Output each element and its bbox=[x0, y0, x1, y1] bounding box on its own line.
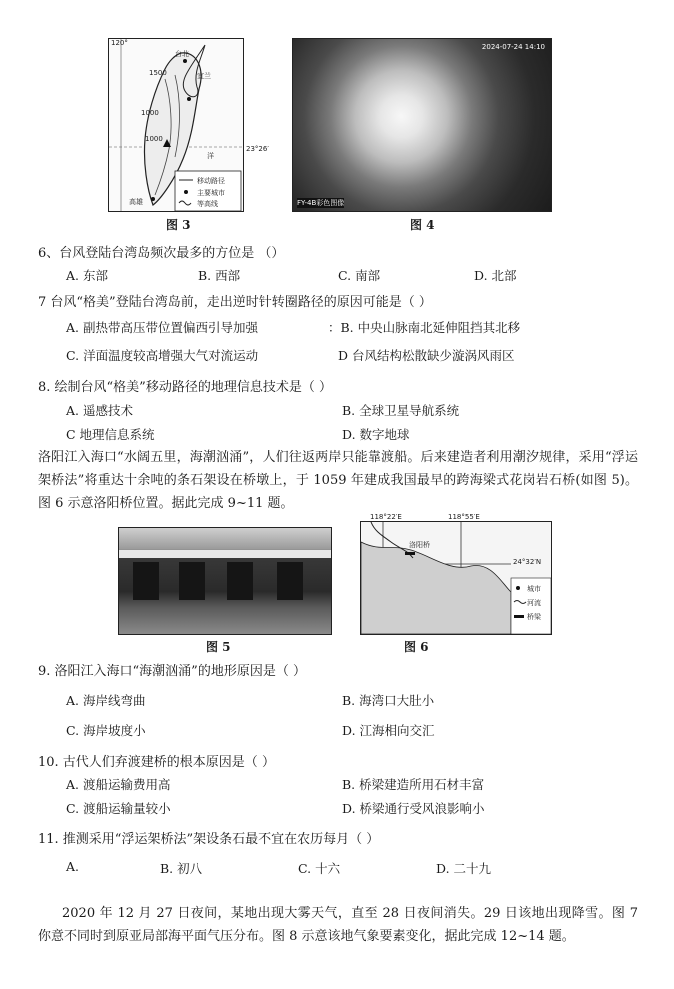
figure-6-location-map bbox=[360, 521, 552, 635]
q9-option-c: C. 海岸坡度小 bbox=[66, 723, 146, 738]
q11-option-d: D. 二十九 bbox=[436, 861, 492, 876]
fig4-source-label: FY-4B彩色图像 bbox=[297, 199, 345, 207]
q7-option-b: ：B. 中央山脉南北延伸阻挡其北移 bbox=[328, 320, 521, 335]
fig6-longitude-2: 118°55′E bbox=[448, 513, 480, 521]
question-10-stem: 10. 古代人们弃渡建桥的根本原因是（ ） bbox=[38, 755, 275, 770]
fig6-longitude-1: 118°22′E bbox=[370, 513, 402, 521]
fig6-bridge-label: 洛阳桥 bbox=[409, 541, 430, 549]
fig3-elevation-2: 1000 bbox=[141, 109, 159, 117]
fig3-legend-city: 主要城市 bbox=[197, 189, 225, 197]
q9-option-d: D. 江海相向交汇 bbox=[342, 723, 435, 738]
q6-option-c: C. 南部 bbox=[338, 268, 381, 283]
fig3-city-south: 高雄 bbox=[129, 198, 143, 206]
q11-option-a: A. bbox=[66, 859, 80, 874]
bridge-photo-drawing bbox=[119, 528, 331, 634]
fig6-legend-river: 河流 bbox=[527, 599, 541, 607]
q11-option-c: C. 十六 bbox=[298, 861, 341, 876]
q6-option-d: D. 北部 bbox=[474, 268, 517, 283]
fig3-latitude-label: 23°26′ bbox=[246, 145, 269, 153]
q10-option-a: A. 渡船运输费用高 bbox=[66, 777, 171, 792]
fig3-elevation-3: 1000 bbox=[145, 135, 163, 143]
fig3-city-ilan: 宜兰 bbox=[197, 72, 211, 80]
figure-4-caption: 图 4 bbox=[410, 218, 435, 232]
passage-luoyang-bridge: 洛阳江入海口“水阔五里，海潮汹涌”，人们往返两岸只能靠渡船。后来建造者利用潮汐规律，采用“浮运架桥法”将重达十余吨的条石架设在桥墩上，于 1059 年建成我国最早的跨海梁式花岗岩石桥(如图 5)。图 6 示意洛阳桥位置。据此完成 9~11 题。 bbox=[38, 450, 638, 511]
question-9-stem: 9. 洛阳江入海口“海潮汹涌”的地形原因是（ ） bbox=[38, 664, 306, 679]
figure-6-caption: 图 6 bbox=[404, 640, 429, 654]
figure-4-satellite-image bbox=[292, 38, 552, 212]
q10-option-b: B. 桥梁建造所用石材丰富 bbox=[342, 777, 485, 792]
q8-option-c: C 地理信息系统 bbox=[66, 427, 155, 442]
passage-fog-weather: 2020 年 12 月 27 日夜间，某地出现大雾天气，直至 28 日夜间消失。29 日该地出现降雪。图 7 你意不同时到原亚局部海平面气压分布。图 8 示意该地气象要素变化，据此完成 12~14 题。 bbox=[38, 906, 638, 944]
location-map-drawing bbox=[361, 522, 551, 634]
figure-3-map bbox=[108, 38, 244, 212]
fig6-latitude-label: 24°32′N bbox=[513, 558, 542, 566]
question-8-stem: 8. 绘制台风“格美”移动路径的地理信息技术是（ ） bbox=[38, 380, 332, 395]
q8-option-b: B. 全球卫星导航系统 bbox=[342, 403, 460, 418]
q11-option-b: B. 初八 bbox=[160, 861, 203, 876]
q9-option-b: B. 海湾口大肚小 bbox=[342, 693, 435, 708]
q7-option-d: D 台风结构松散缺少漩涡风雨区 bbox=[338, 348, 515, 363]
fig6-legend-bridge: 桥梁 bbox=[527, 613, 541, 621]
figure-3-caption: 图 3 bbox=[166, 218, 191, 232]
question-11-stem: 11. 推测采用“浮运架桥法”架设条石最不宜在农历每月（ ） bbox=[38, 832, 380, 847]
fig3-sea-label: 洋 bbox=[207, 152, 214, 160]
fig3-city-taibei: 台北 bbox=[175, 50, 189, 58]
fig6-legend-city: 城市 bbox=[527, 585, 541, 593]
q10-option-d: D. 桥梁通行受风浪影响小 bbox=[342, 801, 485, 816]
q7-option-c: C. 洋面温度较高增强大气对流运动 bbox=[66, 348, 259, 363]
q8-option-a: A. 遥感技术 bbox=[66, 403, 133, 418]
fig4-timestamp: 2024-07-24 14:10 bbox=[481, 43, 545, 51]
q10-option-c: C. 渡船运输量较小 bbox=[66, 801, 171, 816]
fig3-longitude-label: 120° bbox=[111, 39, 128, 47]
q7-option-a: A. 副热带高压带位置偏西引导加强 bbox=[66, 320, 258, 335]
fig3-legend-contour: 等高线 bbox=[197, 200, 218, 208]
fig3-elevation-1: 1500 bbox=[149, 69, 167, 77]
q9-option-a: A. 海岸线弯曲 bbox=[66, 693, 146, 708]
figure-5-bridge-photo bbox=[118, 527, 332, 635]
question-7-stem: 7 台风“格美”登陆台湾岛前，走出逆时针转圈路径的原因可能是（ ） bbox=[38, 295, 432, 310]
fig3-legend-path: 移动路径 bbox=[197, 177, 225, 185]
q8-option-d: D. 数字地球 bbox=[342, 427, 410, 442]
question-6-stem: 6、台风登陆台湾岛频次最多的方位是 （） bbox=[38, 246, 285, 261]
figure-5-caption: 图 5 bbox=[206, 640, 231, 654]
q6-option-a: A. 东部 bbox=[66, 268, 108, 283]
q6-option-b: B. 西部 bbox=[198, 268, 241, 283]
